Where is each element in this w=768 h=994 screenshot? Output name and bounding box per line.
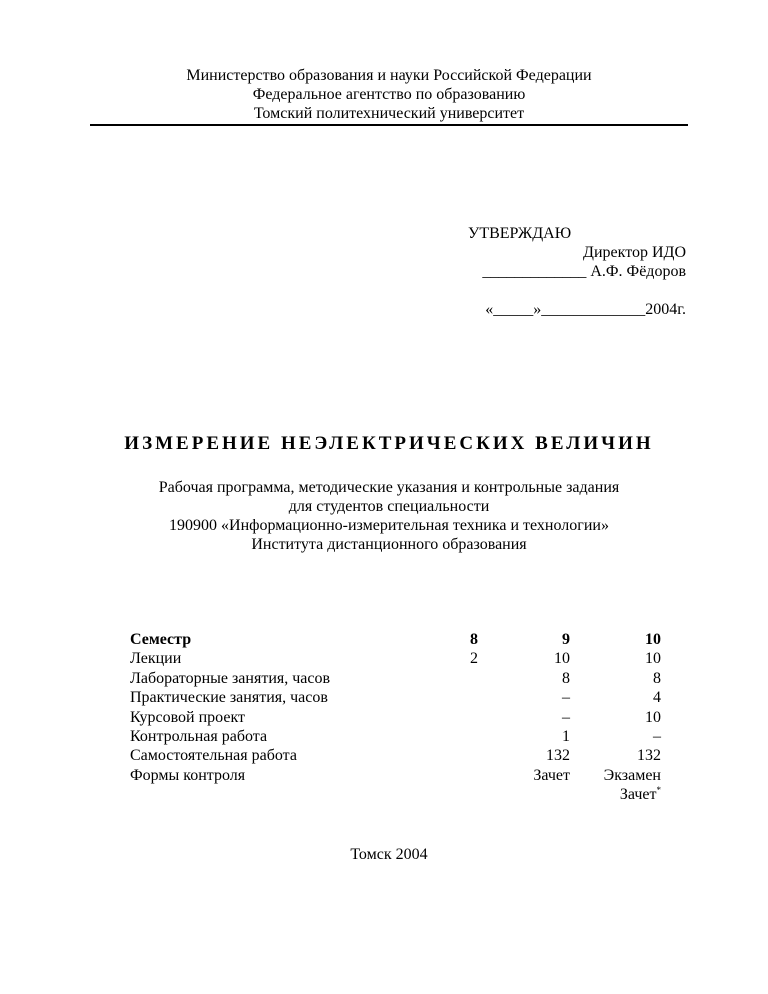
header-col-10: 10 xyxy=(645,631,661,648)
document-title: ИЗМЕРЕНИЕ НЕЭЛЕКТРИЧЕСКИХ ВЕЛИЧИН xyxy=(124,433,654,454)
cell-text: Зачет xyxy=(619,786,657,804)
header-semester: Семестр xyxy=(130,631,192,648)
table-row xyxy=(130,727,661,746)
cell: 1 xyxy=(562,728,570,746)
table-row xyxy=(130,708,661,727)
row-label: Формы контроля xyxy=(130,766,246,784)
header-divider xyxy=(90,124,688,126)
cell: Зачет xyxy=(533,766,570,784)
row-label: Лекции xyxy=(130,650,182,668)
row-label xyxy=(130,785,430,804)
approval-signature: _____________ А.Ф. Фёдоров xyxy=(482,263,686,280)
cell: – xyxy=(653,728,661,746)
header-col-8: 8 xyxy=(470,631,478,648)
subtitle-line-4: Института дистанционного образования xyxy=(251,536,527,553)
ministry-header xyxy=(90,66,688,123)
row-label: Лабораторные занятия, часов xyxy=(130,669,331,687)
cell xyxy=(478,785,570,804)
cell: – xyxy=(562,689,570,707)
header-line-university: Томский политехнический университет xyxy=(253,105,525,122)
header-col-9: 9 xyxy=(562,631,570,648)
subtitle-line-3: 190900 «Информационно-измерительная техника и технологии» xyxy=(169,517,609,534)
city-year-footer: Томск 2004 xyxy=(350,846,428,863)
cell: 132 xyxy=(546,747,570,765)
cell: 4 xyxy=(653,689,661,707)
cell xyxy=(430,766,478,785)
cell xyxy=(430,746,478,765)
header-line-agency: Федеральное агентство по образованию xyxy=(252,86,526,103)
cell-zachet-footnoted xyxy=(570,785,661,804)
subtitle-line-2: для студентов специальности xyxy=(288,498,490,515)
subtitle-line-1: Рабочая программа, методические указания и контрольные задания xyxy=(158,479,620,496)
cell: 2 xyxy=(470,650,478,668)
cell: 10 xyxy=(645,650,661,668)
cell xyxy=(430,688,478,707)
row-label: Контрольная работа xyxy=(130,728,268,746)
table-row xyxy=(130,785,661,804)
approval-title: УТВЕРЖДАЮ xyxy=(468,225,572,242)
cell: 10 xyxy=(645,708,661,726)
cell xyxy=(430,727,478,746)
table-row xyxy=(130,688,661,707)
approval-position: Директор ИДО xyxy=(583,244,686,261)
table-row xyxy=(130,746,661,765)
cell xyxy=(430,708,478,727)
cell: 8 xyxy=(653,669,661,687)
table-header-row xyxy=(130,630,661,649)
cell: – xyxy=(562,708,570,726)
row-label: Курсовой проект xyxy=(130,708,245,726)
table-row xyxy=(130,669,661,688)
cell: 10 xyxy=(554,650,570,668)
row-label: Практические занятия, часов xyxy=(130,689,328,707)
approval-block xyxy=(454,224,686,319)
cell: 132 xyxy=(637,747,661,765)
cell: 8 xyxy=(562,669,570,687)
cell xyxy=(430,669,478,688)
approval-date: «_____»_____________2004г. xyxy=(485,301,686,318)
header-line-ministry: Министерство образования и науки Российской Федерации xyxy=(186,67,592,84)
cell: Экзамен xyxy=(603,766,661,784)
document-subtitle xyxy=(90,478,688,554)
table-row xyxy=(130,649,661,668)
table-row xyxy=(130,766,661,785)
cell xyxy=(430,785,478,804)
footnote-mark: * xyxy=(656,785,661,796)
row-label: Самостоятельная работа xyxy=(130,747,297,765)
study-plan-table xyxy=(130,630,661,805)
